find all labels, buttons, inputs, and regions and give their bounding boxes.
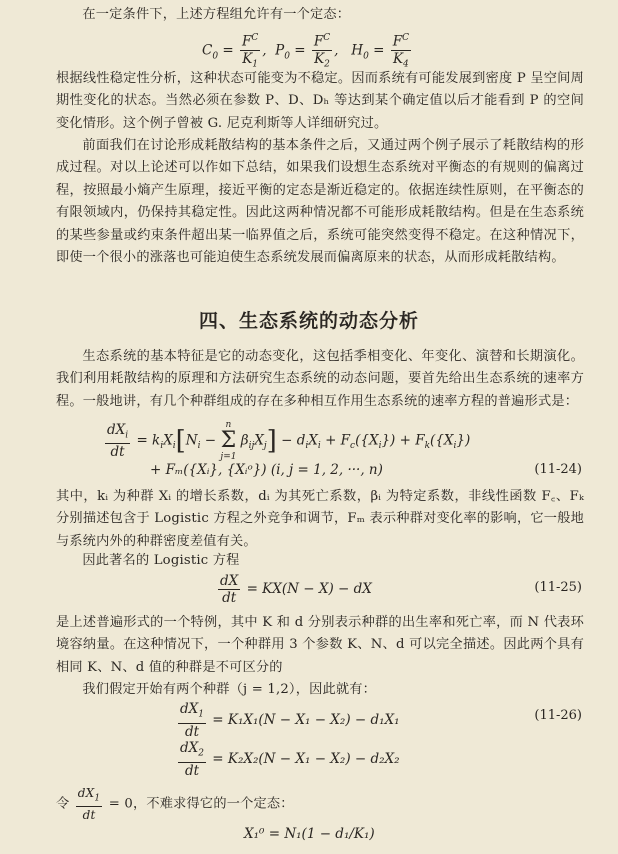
paragraph-steady-condition: 令 $\frac{dX_1}{dt}$ = 0，不难求得它的一个定态：: [56, 786, 294, 823]
paragraph-coefficients: 其中，kᵢ 为种群 Xᵢ 的增长系数，dᵢ 为其死亡系数，βᵢ 为特定系数，非线性函数 F꜀、Fₖ 分别描述包含于 Logistic 方程之外竞争和调节，Fₘ 表示种群对变化率的影响，它一般地与系统内外的种群密度差值有关。: [56, 489, 584, 549]
paragraph-dynamics: 生态系统的基本特征是它的动态变化，这包括季相变化、年变化、演替和长期演化。我们利用耗散结构的原理和方法研究生态系统的动态问题，要首先给出生态系统的速率方程。一般地讲，有几个种群组成的存在多种相互作用生态系统的速率方程的普遍形式是：: [56, 349, 584, 409]
paragraph-two-populations: 我们假定开始有两个种群（j = 1,2），因此就有：: [82, 682, 377, 697]
steady-condition-text: = 0，不难求得它的一个定态：: [108, 796, 294, 812]
paragraph-intro: 在一定条件下，上述方程组允许有一个定态：: [82, 7, 351, 22]
equation-steady-state: $C_0$ = $\frac{F^C}{K_1}$ , $P_0$ = $\frac{F^C}{K_2}$ , $H_0$ = $\frac{F^C}{K_4}$: [202, 30, 413, 72]
equation-11-25: $\frac{dX}{dt}$ = KX(N − X) − dX: [220, 573, 372, 606]
paragraph-special-case: 是上述普遍形式的一个特例，其中 K 和 d 分别表示种群的出生率和死亡率，而 N 代表环境容纳量。在这种情况下，一个种群用 3 个参数 K、N、d 可以完全描述。因此两个具有相同 K、N、d 值的种群是不可区分的: [56, 615, 584, 675]
equation-number-11-24: (11-24): [534, 462, 582, 477]
paragraph-summary: 前面我们在讨论形成耗散结构的基本条件之后，又通过两个例子展示了耗散结构的形成过程。对以上论述可以作如下总结，如果我们设想生态系统对平衡态的有规则的偏离过程，按照最小熵产生原理，接近平衡的定态是渐近稳定的。依据连续性原则，在平衡态的有限领域内，仍保持其稳定性。因此这两种情况都不可能形成耗散结构。但是在生态系统的某些参量或约束条件超出某一临界值之后，系统可能突然变得不稳定。在这种情况下，即使一个很小的涨落也可能迫使生态系统发展而偏离原来的状态，从而形成耗散结构。: [56, 138, 584, 266]
let-word: 令: [56, 796, 70, 812]
equation-11-25-rhs: = KX(N − X) − dX: [246, 581, 372, 597]
equation-11-26-line2: $\frac{dX_2}{dt}$ = K₂X₂(N − X₁ − X₂) − d₂X₂: [180, 740, 400, 779]
equation-11-26-line1: $\frac{dX_1}{dt}$ = K₁X₁(N − X₁ − X₂) − d₁X₁: [180, 701, 400, 740]
equation-number-11-25: (11-25): [534, 580, 582, 595]
equation-11-26-line2-rhs: = K₂X₂(N − X₁ − X₂) − d₂X₂: [212, 750, 400, 767]
equation-number-11-26: (11-26): [534, 708, 582, 723]
paragraph-logistic-intro: 因此著名的 Logistic 方程: [82, 553, 240, 568]
equation-11-24-line2: + Fₘ({Xᵢ}, {Xᵢᵒ}) (i, j = 1, 2, ···, n): [150, 462, 383, 478]
equation-final-steady-state: X₁⁰ = N₁(1 − d₁/K₁): [244, 826, 375, 842]
paragraph-stability: 根据线性稳定性分析，这种状态可能变为不稳定。因而系统有可能发展到密度 P 呈空间周期性变化的状态。当然必须在参数 P、D、Dₕ 等达到某个确定值以后才能看到 P 的空间变化情形。这个例子曾被 G. 尼克利斯等人详细研究过。: [56, 71, 584, 131]
equation-11-26-line1-rhs: = K₁X₁(N − X₁ − X₂) − d₁X₁: [212, 711, 400, 728]
section-title: 四、生态系统的动态分析: [198, 310, 419, 332]
equation-11-24-line1: $\frac{dX_i}{dt}$ = $k_iX_i[N_i$ − n Σ j=1 $\beta_{ij}X_j] - d_iX_i + F_c(\{X_i\}) + F_k(\{X_i\})$: [107, 420, 471, 462]
